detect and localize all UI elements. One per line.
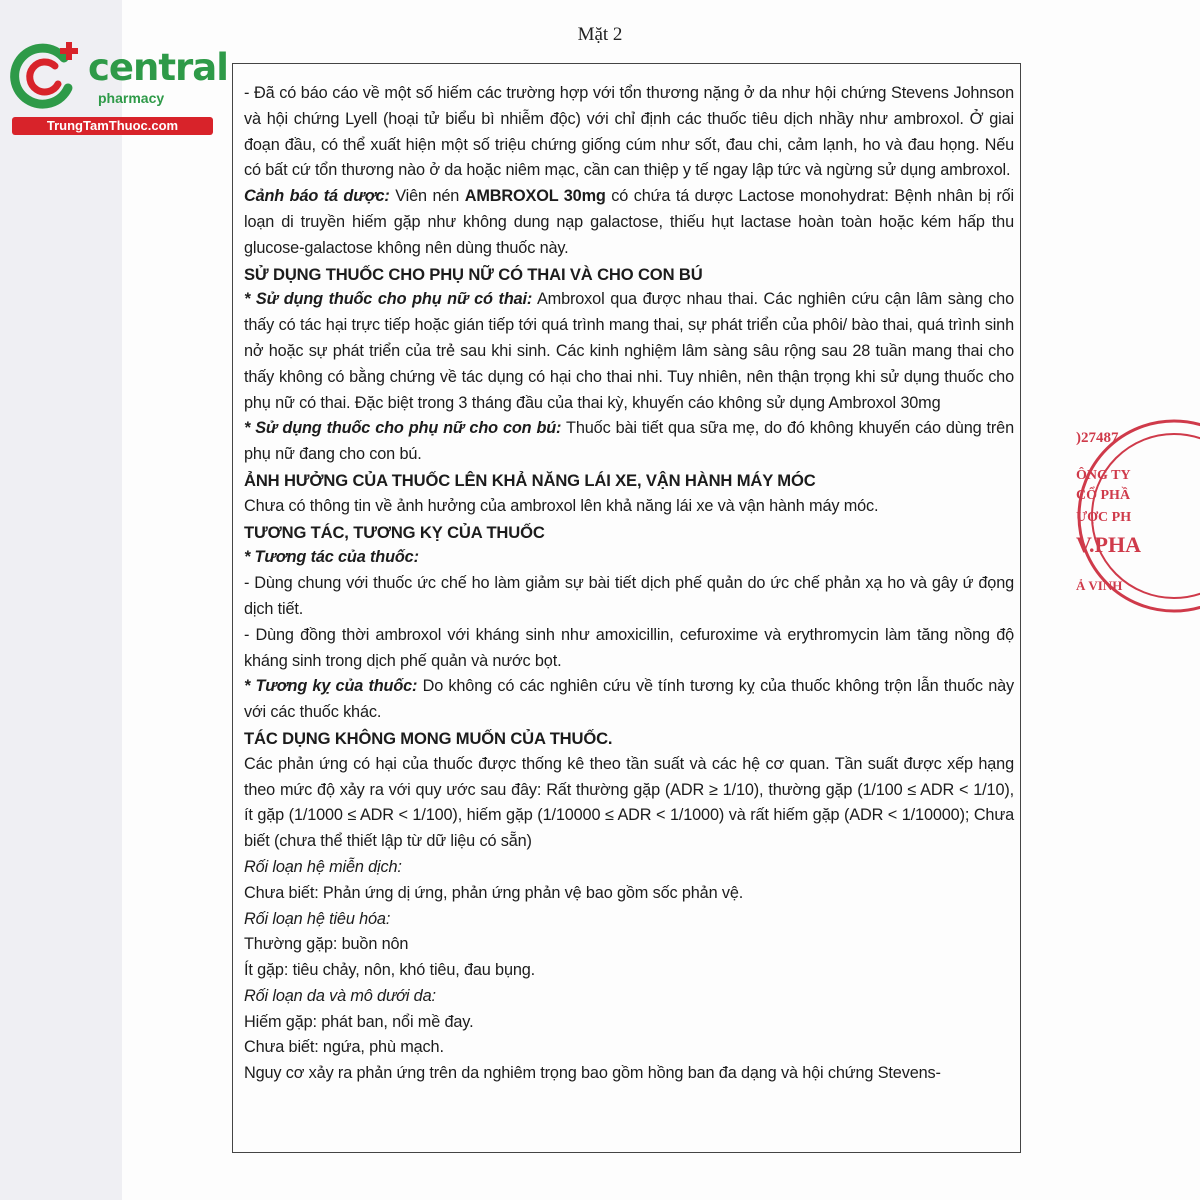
paragraph-severe-skin-risk: Nguy cơ xảy ra phản ứng trên da nghiêm trọng bao gồm hồng ban đa dạng và hội chứng Stevens-	[244, 1064, 941, 1083]
paragraph-interaction-antibiotics: - Dùng đồng thời ambroxol với kháng sinh như amoxicillin, cefuroxime và erythromycin làm tăng nồng độ kháng sinh trong dịch phế quản và nước bọt.	[244, 625, 1014, 670]
stamp-text: ƯỢC PH	[1076, 510, 1132, 525]
central-pharmacy-logo	[8, 36, 228, 136]
heading-interactions: TƯƠNG TÁC, TƯƠNG KỴ CỦA THUỐC	[244, 522, 545, 542]
stamp-text: CỔ PHẦ	[1076, 488, 1131, 503]
paragraph-skin-reactions: - Đã có báo cáo về một số hiếm các trường hợp với tổn thương nặng ở da như hội chứng Stevens Johnson và hội chứng Lyell (hoại tử biểu bì nhiễm độc) với chỉ định các thuốc tiêu dịch nhầy như ambroxol. Ở giai đoạn đầu, có thể xuất hiện một số triệu chứng giống cúm như sốt, đau chi, cảm lạnh, ho và đau họng. Nếu có bất cứ tổn thương nào ở da hoặc niêm mạc, cần can thiệp y tế ngay lập tức và ngừng sử dụng ambroxol.	[244, 84, 1014, 180]
subheading-immune: Rối loạn hệ miễn dịch:	[244, 857, 402, 876]
excipient-warning-label: Cảnh báo tá dược:	[244, 187, 390, 206]
paragraph-pregnancy: * Sử dụng thuốc cho phụ nữ có thai: Ambroxol qua được nhau thai. Các nghiên cứu cận lâm sàng cho thấy có tác hại trực tiếp hoặc gián tiếp tới quá trình mang thai, sự phát triển của phôi/ bào thai, quá trình sinh nở hoặc sự phát triển của trẻ sau khi sinh. Các kinh nghiệm lâm sàng sâu rộng sau 28 tuần mang thai cho thấy không có bằng chứng về tác dụng có hại cho thai nhi. Tuy nhiên, nên thận trọng khi sử dụng thuốc cho phụ nữ có thai. Đặc biệt trong 3 tháng đầu của thai kỳ, khuyến cáo không sử dụng Ambroxol 30mg	[244, 290, 1014, 412]
paragraph-lactation: * Sử dụng thuốc cho phụ nữ cho con bú: Thuốc bài tiết qua sữa mẹ, do đó không khuyến cáo dùng trên phụ nữ đang cho con bú.	[244, 419, 1014, 464]
company-stamp	[1062, 418, 1200, 614]
heading-adverse-effects: TÁC DỤNG KHÔNG MONG MUỐN CỦA THUỐC.	[244, 728, 613, 748]
content-frame	[232, 63, 1021, 1153]
document-body	[244, 81, 1014, 1087]
stamp-text: ÔNG TY	[1076, 468, 1131, 483]
paragraph-driving: Chưa có thông tin về ảnh hưởng của ambroxol lên khả năng lái xe và vận hành máy móc.	[244, 496, 879, 515]
incompatibility-label: * Tương kỵ của thuốc:	[244, 677, 418, 696]
logo-wordmark: central	[88, 46, 228, 89]
paragraph-excipient-warning: Cảnh báo tá dược: Viên nén AMBROXOL 30mg có chứa tá dược Lactose monohydrat: Bệnh nhân bị rối loạn di truyền hiếm gặp như không dung nạp galactose, thiếu hụt lactase hoàn toàn hoặc kém hấp thu glucose-galactose không nên dùng thuốc này.	[244, 187, 1015, 257]
skin-unknown: Chưa biết: ngứa, phù mạch.	[244, 1038, 444, 1057]
paragraph-incompatibility: * Tương kỵ của thuốc: Do không có các nghiên cứu về tính tương kỵ của thuốc không trộn lẫn thuốc này với các thuốc khác.	[244, 677, 1014, 722]
heading-driving: ẢNH HƯỞNG CỦA THUỐC LÊN KHẢ NĂNG LÁI XE, VẬN HÀNH MÁY MÓC	[244, 470, 816, 490]
paragraph-interaction-cough: - Dùng chung với thuốc ức chế ho làm giảm sự bài tiết dịch phế quản do ức chế phản xạ ho và gây ứ đọng dịch tiết.	[244, 574, 1014, 618]
skin-rare: Hiếm gặp: phát ban, nổi mề đay.	[244, 1012, 474, 1031]
subheading-digestive: Rối loạn hệ tiêu hóa:	[244, 909, 391, 928]
digestive-uncommon: Ít gặp: tiêu chảy, nôn, khó tiêu, đau bụng.	[244, 961, 536, 980]
subheading-skin: Rối loạn da và mô dưới da:	[244, 986, 436, 1005]
stamp-text: )27487	[1076, 430, 1119, 446]
central-pharmacy-logo-icon	[8, 36, 88, 116]
logo-subtitle: pharmacy	[98, 90, 165, 106]
logo-site-banner: TrungTamThuoc.com	[12, 117, 213, 135]
immune-unknown: Chưa biết: Phản ứng dị ứng, phản ứng phản vệ bao gồm sốc phản vệ.	[244, 883, 744, 902]
paragraph-frequency: Các phản ứng có hại của thuốc được thống kê theo tần suất và các hệ cơ quan. Tần suất được xếp hạng theo mức độ xảy ra với quy ước sau đây: Rất thường gặp (ADR ≥ 1/10), thường gặp (1/100 ≤ ADR < 1/10), ít gặp (1/1000 ≤ ADR < 1/100), hiếm gặp (1/10000 ≤ ADR < 1/1000) và rất hiếm gặp (ADR < 1/10000); Chưa biết (chưa thể thiết lập từ dữ liệu có sẵn)	[244, 754, 1014, 851]
interactions-label: * Tương tác của thuốc:	[244, 548, 419, 567]
heading-pregnancy-lactation: SỬ DỤNG THUỐC CHO PHỤ NỮ CÓ THAI VÀ CHO CON BÚ	[244, 264, 703, 284]
stamp-text: Ả VINH	[1076, 578, 1123, 593]
stamp-text: V.PHA	[1076, 532, 1141, 557]
product-name: AMBROXOL 30mg	[464, 187, 606, 206]
page-label: Mặt 2	[577, 24, 623, 45]
pregnancy-label: * Sử dụng thuốc cho phụ nữ có thai:	[244, 290, 533, 309]
lactation-label: * Sử dụng thuốc cho phụ nữ cho con bú:	[244, 419, 562, 438]
digestive-common: Thường gặp: buồn nôn	[244, 935, 409, 954]
